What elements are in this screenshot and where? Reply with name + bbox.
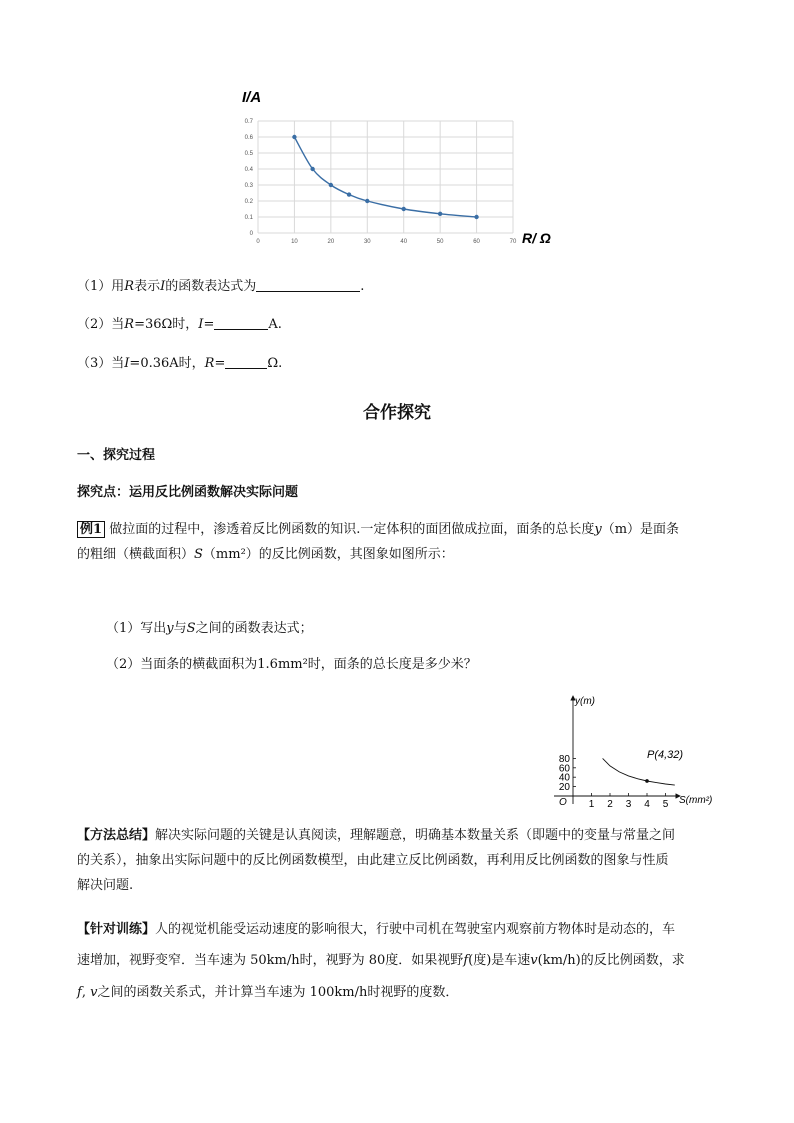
chart2-y-tick-label: 80 <box>558 753 570 765</box>
chart1-y-tick-label: 0.7 <box>244 119 253 125</box>
example-text-d: （mm²）的反比例函数，其图象如图所示： <box>202 547 454 562</box>
example-text-c: 的粗细（横截面积） <box>77 547 195 562</box>
question-3 <box>77 354 282 374</box>
chart2-x-tick-label: 2 <box>607 799 613 810</box>
section-title: 合作探究 <box>363 403 431 423</box>
chart1-y-ticks <box>245 119 254 237</box>
sub-question-2: （2）当面条的横截面积为1.6mm²时，面条的总长度是多少米？ <box>106 657 477 672</box>
practice-var-f2: f <box>77 985 82 1000</box>
chart1-x-tick-label: 0 <box>256 239 260 245</box>
example-1-line2 <box>77 545 454 565</box>
practice-text-2b: (度)是车速 <box>468 953 531 968</box>
sub-question-1 <box>106 619 313 639</box>
q3-var-i: I <box>124 356 130 371</box>
sub1-mid: 与 <box>173 621 187 636</box>
example-tag: 例1 <box>77 521 105 538</box>
chart1-ylabel: I/A <box>242 89 262 106</box>
q3-answer-blank[interactable] <box>225 354 267 369</box>
q2-mid: =36Ω时， <box>134 317 199 332</box>
chart2-y-tick-label: 40 <box>558 772 570 784</box>
question-2 <box>77 315 282 335</box>
chart2-x-tick-label: 4 <box>644 799 650 810</box>
method-text-1: 解决实际问题的关键是认真阅读，理解题意，明确基本数量关系（即题中的变量与常量之间 <box>155 828 676 843</box>
q3-mid: =0.36A时， <box>129 356 205 371</box>
chart2-point-p <box>645 779 649 783</box>
chart2-origin: O <box>559 797 567 808</box>
sub1-var-y: y <box>166 621 174 636</box>
chart1-data-point <box>292 135 296 139</box>
practice-text-3: 之间的函数关系式，并计算当车速为 100km/h时视野的度数． <box>97 985 459 1000</box>
noodle-length-chart <box>548 690 728 810</box>
practice-text-2: 速增加，视野变窄．当车速为 50km/h时，视野为 80度．如果视野 <box>77 953 464 968</box>
chart1-y-tick-label: 0.1 <box>244 215 253 221</box>
chart1-x-tick-label: 30 <box>363 239 371 245</box>
q2-end: A. <box>268 317 282 332</box>
sub1-var-s: S <box>186 621 196 636</box>
chart1-data-point <box>347 192 351 196</box>
q1-suffix: 的函数表达式为 <box>165 279 257 294</box>
chart1-series <box>292 135 479 219</box>
chart1-y-tick-label: 0.6 <box>244 135 253 141</box>
method-line2: 的关系），抽象出实际问题中的反比例函数模型，由此建立反比例函数，再利用反比例函数的图象与性质 <box>77 853 669 868</box>
chart1-series-line <box>294 137 476 217</box>
chart1-x-tick-label: 40 <box>400 239 408 245</box>
example-var-y: y <box>594 522 602 537</box>
sub1-prefix: （1）写出 <box>106 621 167 636</box>
chart2-x-tick-label: 3 <box>625 799 632 810</box>
heading-exploration-point: 探究点：运用反比例函数解决实际问题 <box>77 485 299 500</box>
practice-tag: 【针对训练】 <box>77 922 156 937</box>
q3-end: Ω. <box>267 356 283 371</box>
practice-var-f: f <box>463 953 469 968</box>
q2-var-i: I <box>198 317 204 332</box>
q2-prefix: （2）当 <box>77 317 125 332</box>
chart2-x-tick-label: 5 <box>662 799 669 810</box>
chart1-data-point <box>438 212 442 216</box>
chart1-x-tick-label: 10 <box>291 239 298 245</box>
example-text-a: 做拉面的过程中，渗透着反比例函数的知识.一定体积的面团做成拉面，面条的总长度 <box>109 522 595 537</box>
chart1-y-tick-label: 0.2 <box>244 199 253 205</box>
practice-text-2c: (km/h)的反比例函数，求 <box>537 953 685 968</box>
current-resistance-chart <box>230 85 560 250</box>
chart1-xlabel: R/ Ω <box>522 230 551 246</box>
q1-var-r: R <box>124 279 135 294</box>
chart1-x-tick-label: 60 <box>473 239 480 245</box>
practice-var-v2: v <box>90 985 98 1000</box>
q1-end: . <box>360 279 365 294</box>
practice-line1 <box>77 920 675 940</box>
q1-var-i: I <box>160 279 166 294</box>
chart2-ylabel: y(m) <box>575 696 595 707</box>
chart1-data-point <box>310 167 314 171</box>
chart1-data-point <box>329 183 333 187</box>
practice-line2 <box>77 951 685 971</box>
chart1-x-tick-label: 50 <box>436 239 444 245</box>
q1-answer-blank[interactable] <box>256 277 360 292</box>
chart1-y-tick-label: 0.4 <box>244 167 253 173</box>
practice-var-v: v <box>530 953 538 968</box>
method-line1 <box>77 826 675 846</box>
example-text-b: （m）是面条 <box>601 522 680 537</box>
chart2-y-tick-label: 60 <box>558 763 570 775</box>
q2-eq: = <box>203 317 215 332</box>
chart2-xlabel: S(mm²) <box>679 795 713 806</box>
practice-text-1: 人的视觉机能受运动速度的影响很大，行驶中司机在驾驶室内观察前方物体时是动态的，车 <box>155 922 676 937</box>
practice-comma: , <box>81 985 86 1000</box>
sub1-suffix: 之间的函数表达式； <box>195 621 313 636</box>
chart2-y-tick-label: 20 <box>558 782 570 794</box>
q2-var-r: R <box>124 317 135 332</box>
q3-eq: = <box>214 356 226 371</box>
example-var-s: S <box>194 547 203 562</box>
chart2-point-label: P(4,32) <box>647 749 684 761</box>
chart1-x-tick-label: 20 <box>327 239 335 245</box>
q3-var-r: R <box>204 356 215 371</box>
method-tag: 【方法总结】 <box>77 828 156 843</box>
chart1-x-tick-label: 70 <box>509 239 517 245</box>
chart1-y-tick-label: 0 <box>249 231 253 237</box>
q3-prefix: （3）当 <box>77 356 125 371</box>
chart2-curve <box>603 758 675 785</box>
method-line3: 解决问题. <box>77 878 134 893</box>
chart1-y-tick-label: 0.5 <box>244 151 253 157</box>
q1-prefix: （1）用 <box>77 279 125 294</box>
question-1 <box>77 277 364 297</box>
chart1-y-tick-label: 0.3 <box>244 183 253 189</box>
chart1-x-ticks <box>256 239 517 245</box>
chart2-x-tick-label: 1 <box>588 799 595 810</box>
example-1-line1 <box>77 520 679 540</box>
chart1-data-point <box>365 199 369 203</box>
q1-mid: 表示 <box>134 279 161 294</box>
practice-line3 <box>77 983 458 1003</box>
chart1-data-point <box>402 207 406 211</box>
chart2-series <box>603 758 675 785</box>
chart1-data-point <box>474 215 478 219</box>
q2-answer-blank[interactable] <box>214 315 268 330</box>
heading-process: 一、探究过程 <box>77 448 156 463</box>
